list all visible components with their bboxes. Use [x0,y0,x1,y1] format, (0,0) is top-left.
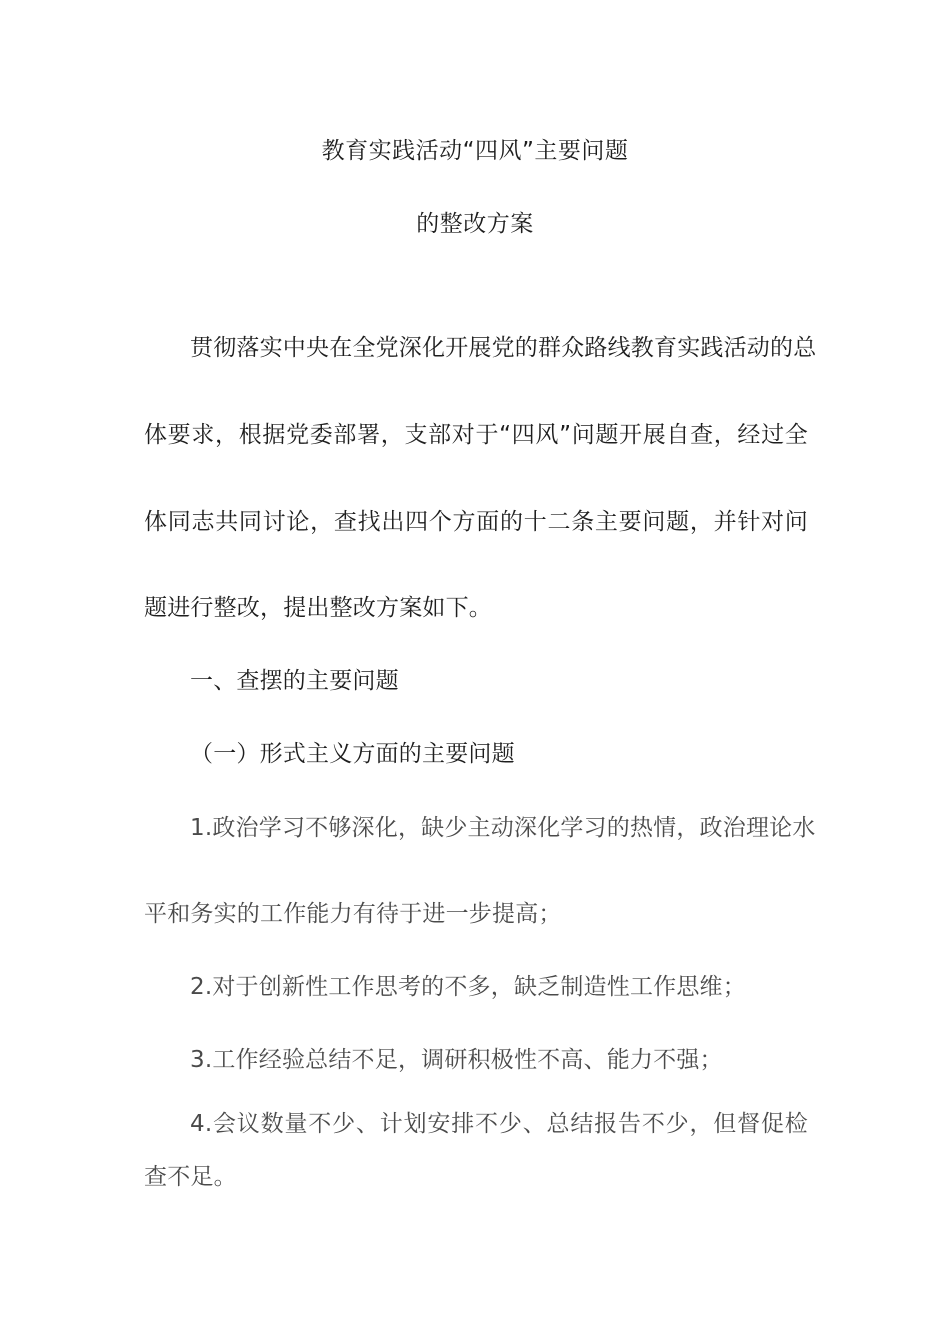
intro-paragraph-line-2: 体要求，根据党委部署，支部对于“四风”问题开展自查，经过全 [144,422,808,448]
section-heading: 一、查摆的主要问题 [190,668,399,694]
list-item-4-line-1: 4.会议数量不少、计划安排不少、总结报告不少，但督促检 [190,1111,808,1137]
list-item-4-line-2: 查不足。 [144,1164,237,1190]
intro-paragraph-line-3: 体同志共同讨论，查找出四个方面的十二条主要问题，并针对问 [144,509,808,535]
intro-paragraph-line-4: 题进行整改，提出整改方案如下。 [144,595,492,621]
document-title-line-2: 的整改方案 [416,211,534,237]
subsection-heading: （一）形式主义方面的主要问题 [190,741,515,767]
list-item-2: 2.对于创新性工作思考的不多，缺乏制造性工作思维； [190,974,746,1000]
list-item-3: 3.工作经验总结不足，调研积极性不高、能力不强； [190,1047,723,1073]
list-item-1-line-1: 1.政治学习不够深化，缺少主动深化学习的热情，政治理论水 [190,815,816,841]
intro-paragraph-line-1: 贯彻落实中央在全党深化开展党的群众路线教育实践活动的总 [190,335,817,361]
document-title-line-1: 教育实践活动“四风”主要问题 [321,138,629,164]
list-item-1-line-2: 平和务实的工作能力有待于进一步提高； [144,901,562,927]
